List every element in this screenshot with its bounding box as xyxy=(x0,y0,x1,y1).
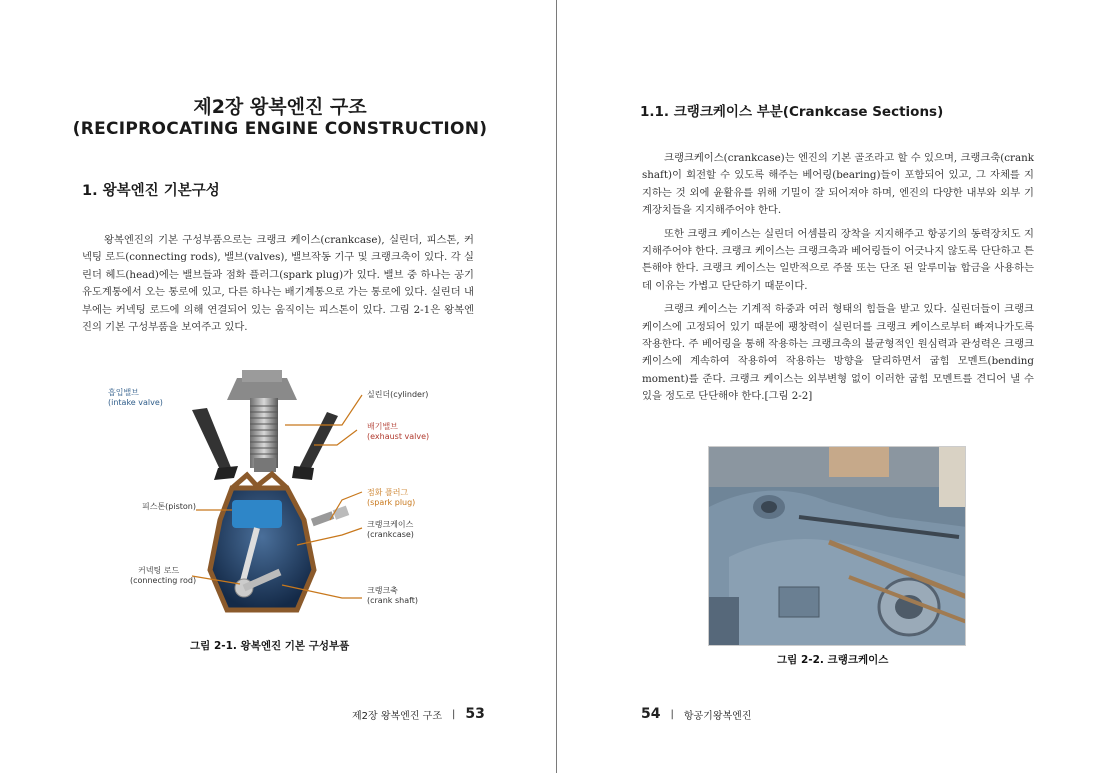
engine-illustration xyxy=(82,370,482,625)
paragraph: 크랭크케이스(crankcase)는 엔진의 기본 골조라고 할 수 있으며, 크랭크축(crank shaft)이 회전할 수 있도록 해주는 베어링(bearing)들이 포함되어 있고, 그 자체를 지지하는 것 외에 윤활유를 위해 기밀이 잘 되어져야 하며, 엔진의 다양한 내부와 외부 기계장치들을 지지해주어야 한다. xyxy=(642,152,1034,217)
connecting-rod-label-en: (connecting rod) xyxy=(130,576,197,585)
section-heading-crankcase: 1.1. 크랭크케이스 부분(Crankcase Sections) xyxy=(640,104,944,120)
page-number: 53 xyxy=(465,706,485,722)
crankcase-photo xyxy=(708,446,966,646)
piston-label: 피스톤(piston) xyxy=(142,502,196,511)
exhaust-valve-label-en: (exhaust valve) xyxy=(367,432,430,441)
footer-separator: | xyxy=(452,708,456,720)
spark-plug-label-en: (spark plug) xyxy=(367,498,416,507)
exhaust-valve-label-ko: 배기밸브 xyxy=(367,422,398,431)
intake-valve-label-ko: 흡입밸브 xyxy=(108,388,139,397)
intake-valve-shape xyxy=(192,408,232,474)
footer-chapter-text: 제2장 왕복엔진 구조 xyxy=(352,710,442,722)
right-body-text xyxy=(642,150,1034,412)
engine-components-figure xyxy=(82,370,482,625)
right-page xyxy=(557,0,1114,773)
crankcase-label-en: (crankcase) xyxy=(367,530,414,539)
connecting-rod-label-ko: 커넥팅 로드 xyxy=(138,566,180,575)
right-page-footer xyxy=(641,706,751,722)
paragraph: 왕복엔진의 기본 구성부품으로는 크랭크 케이스(crankcase), 실린더, 피스톤, 커넥팅 로드(connecting rods), 밸브(valves), 밸브작동 기구 및 크랭크축이 있다. 각 실린더 헤드(head)에는 밸브들과 점화 플러그(spark plug)가 있다. 밸브 중 하나는 공기유도계통에서 오는 통로에 있고, 다른 하나는 배기계통으로 가는 통로에 있다. 실린더 내부에는 커넥팅 로드에 의해 연결되어 있는 움직이는 피스톤이 있다. 그림 2-1은 왕복엔진의 기본 구성부품을 보여주고 있다. xyxy=(82,234,474,334)
paragraph: 크랭크 케이스는 기계적 하중과 여러 형태의 힘들을 받고 있다. 실린더들이 크랭크 케이스에 고정되어 있기 때문에 팽창력이 실린더를 크랭크 케이스로부터 빠져나가도록 작용한다. 주 베어링을 통해 작용하는 크랭크축의 불균형적인 원심력과 관성력은 크랭크 케이스에 계속하여 작용하여 작용하는 방향을 달리하면서 굽힘 모멘트(bending moment)를 준다. 크랭크 케이스는 외부변형 없이 이러한 굽힘 모멘트를 견디어 낼 수 있을 정도로 단단해야 한다.[그림 2-2] xyxy=(642,303,1034,403)
crankcase-photo-image xyxy=(709,447,966,646)
page-number: 54 xyxy=(641,706,661,722)
left-body-text xyxy=(82,232,474,342)
spark-plug-shape xyxy=(311,506,349,527)
footer-book-title: 항공기왕복엔진 xyxy=(683,710,752,722)
footer-separator: | xyxy=(670,708,674,720)
cylinder-part xyxy=(227,370,297,472)
figure-2-1-caption: 그림 2-1. 왕복엔진 기본 구성부품 xyxy=(190,640,350,652)
left-page xyxy=(0,0,556,773)
figure-2-2-caption: 그림 2-2. 크랭크케이스 xyxy=(777,654,889,666)
section-heading-basic-components: 1. 왕복엔진 기본구성 xyxy=(82,183,220,199)
left-page-footer xyxy=(352,706,485,722)
chapter-title-korean: 제2장 왕복엔진 구조 xyxy=(193,96,367,118)
crankcase-label-ko: 크랭크케이스 xyxy=(367,520,414,529)
crank-shaft-label-en: (crank shaft) xyxy=(367,596,419,605)
chapter-title-english: (RECIPROCATING ENGINE CONSTRUCTION) xyxy=(72,119,488,139)
spark-plug-label-ko: 점화 플러그 xyxy=(367,488,409,497)
intake-valve-label-en: (intake valve) xyxy=(108,398,163,407)
crank-shaft-label-ko: 크랭크축 xyxy=(367,586,398,595)
crankcase-body xyxy=(210,474,314,610)
paragraph: 또한 크랭크 케이스는 실린더 어셈블리 장착을 지지해주고 항공기의 동력장치도 지지해주어야 한다. 크랭크 케이스는 크랭크축과 베어링들이 어긋나지 않도록 단단하고 튼튼해야 한다. 크랭크 케이스는 일반적으로 주물 또는 단조 된 알루미늄 합금을 사용하는데 이유는 가볍고 단단하기 때문이다. xyxy=(642,227,1034,292)
exhaust-valve-shape xyxy=(298,412,338,474)
cylinder-label: 실린더(cylinder) xyxy=(367,390,429,399)
